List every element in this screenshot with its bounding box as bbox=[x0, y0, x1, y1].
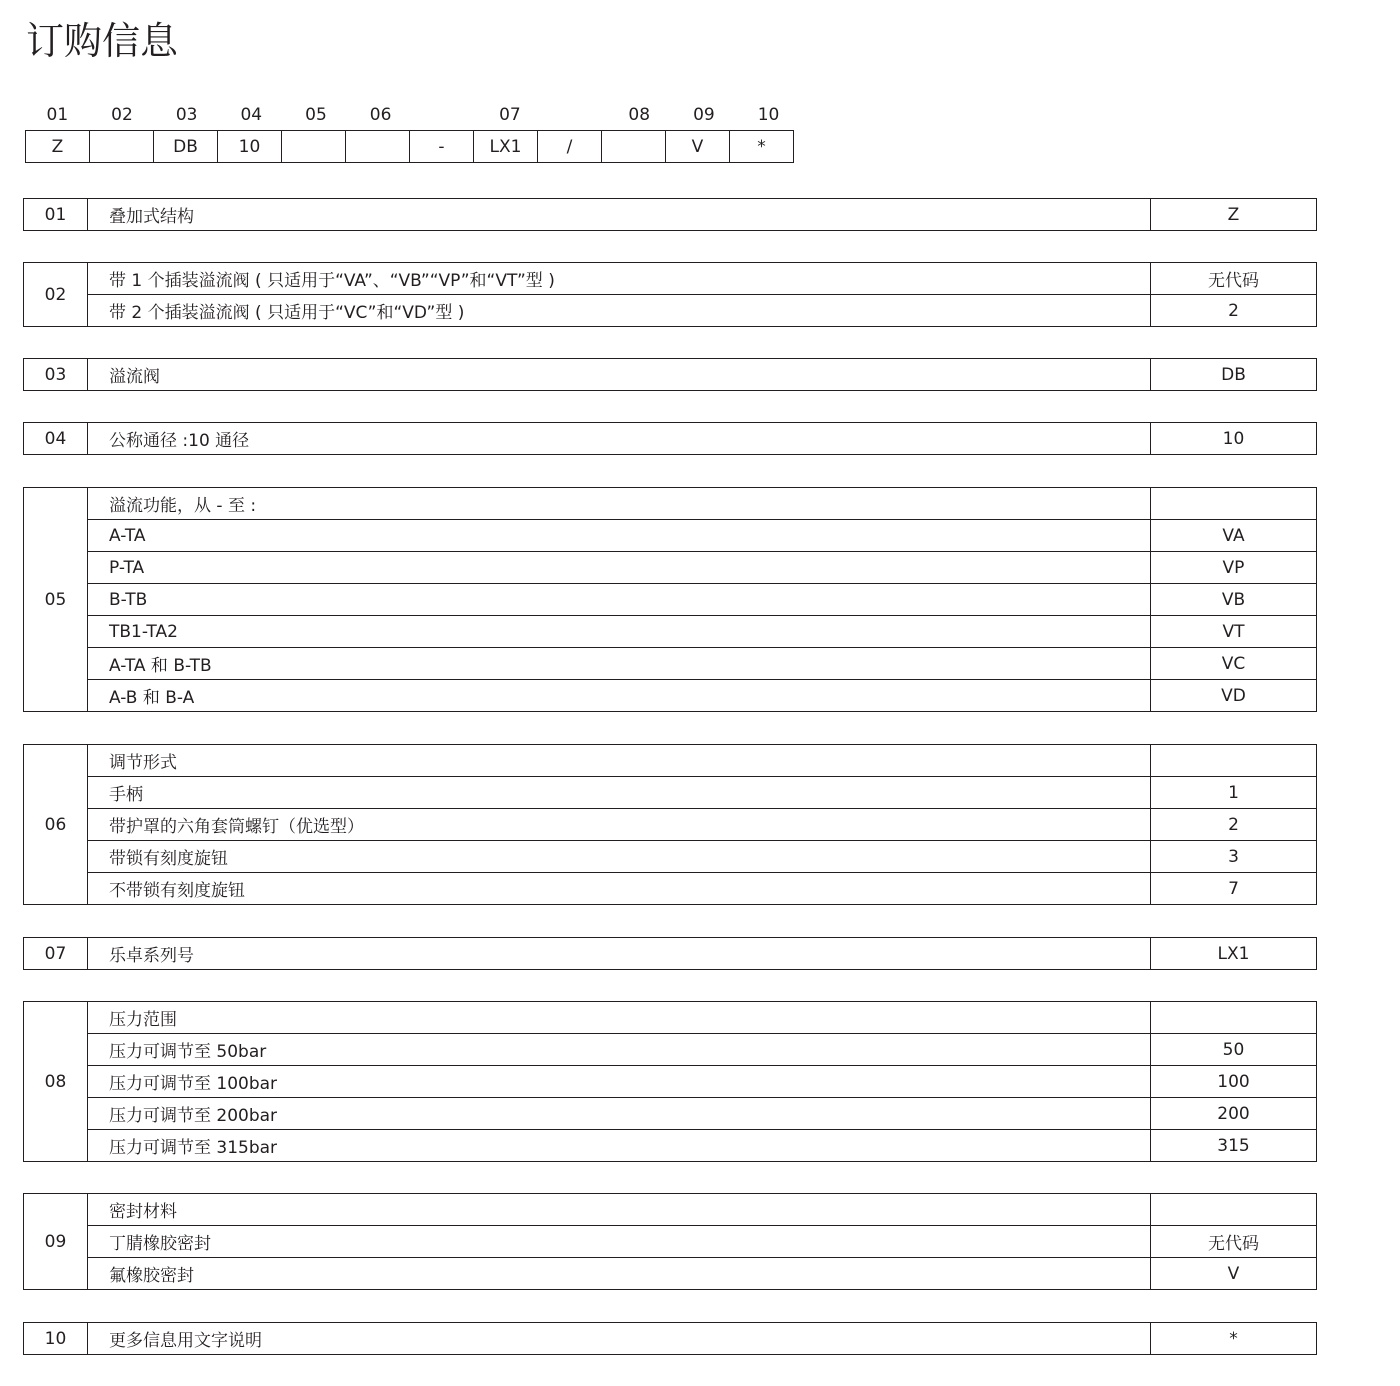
option-description: 带锁有刻度旋钮 bbox=[88, 841, 1151, 873]
table-row bbox=[24, 423, 1317, 455]
code-cell: DB bbox=[154, 131, 218, 163]
option-description: 压力可调节至 100bar bbox=[88, 1066, 1151, 1098]
option-code: VB bbox=[1151, 584, 1317, 616]
option-code bbox=[1151, 1194, 1317, 1226]
option-code: VD bbox=[1151, 680, 1317, 712]
option-description: 氟橡胶密封 bbox=[88, 1258, 1151, 1290]
position-label: 07 bbox=[499, 105, 521, 125]
option-description: 带 2 个插装溢流阀 ( 只适用于“VC”和“VD”型 ) bbox=[88, 295, 1151, 327]
section-03-table bbox=[23, 358, 1317, 391]
page-title: 订购信息 bbox=[26, 19, 179, 63]
option-description: A-TA 和 B-TB bbox=[88, 648, 1151, 680]
option-code: 10 bbox=[1151, 423, 1317, 455]
option-code: 200 bbox=[1151, 1098, 1317, 1130]
section-06-table bbox=[23, 744, 1317, 905]
order-code-row bbox=[26, 131, 794, 163]
table-row bbox=[24, 745, 1317, 777]
option-description: 调节形式 bbox=[88, 745, 1151, 777]
section-number: 06 bbox=[24, 745, 88, 905]
section-number: 08 bbox=[24, 1002, 88, 1162]
option-code: 3 bbox=[1151, 841, 1317, 873]
table-row bbox=[24, 680, 1317, 712]
code-cell bbox=[346, 131, 410, 163]
code-cell: Z bbox=[26, 131, 90, 163]
option-code: 2 bbox=[1151, 295, 1317, 327]
option-code: 无代码 bbox=[1151, 263, 1317, 295]
option-description: TB1-TA2 bbox=[88, 616, 1151, 648]
order-code-table bbox=[25, 130, 794, 163]
table-row bbox=[24, 616, 1317, 648]
table-row bbox=[24, 1258, 1317, 1290]
code-cell bbox=[282, 131, 346, 163]
table-row bbox=[24, 584, 1317, 616]
code-cell: - bbox=[410, 131, 474, 163]
section-07-table bbox=[23, 937, 1317, 970]
option-code: VT bbox=[1151, 616, 1317, 648]
option-description: 带护罩的六角套筒螺钉（优选型） bbox=[88, 809, 1151, 841]
option-code: 2 bbox=[1151, 809, 1317, 841]
option-description: 压力可调节至 315bar bbox=[88, 1130, 1151, 1162]
option-description: 溢流阀 bbox=[88, 359, 1151, 391]
option-description: 丁腈橡胶密封 bbox=[88, 1226, 1151, 1258]
table-row bbox=[24, 1194, 1317, 1226]
table-row bbox=[24, 199, 1317, 231]
code-cell: / bbox=[538, 131, 602, 163]
section-number: 02 bbox=[24, 263, 88, 327]
position-label: 05 bbox=[305, 105, 327, 125]
section-number: 01 bbox=[24, 199, 88, 231]
table-row bbox=[24, 1098, 1317, 1130]
option-code: * bbox=[1151, 1323, 1317, 1355]
option-code: DB bbox=[1151, 359, 1317, 391]
code-cell: * bbox=[730, 131, 794, 163]
code-cell: 10 bbox=[218, 131, 282, 163]
option-description: 手柄 bbox=[88, 777, 1151, 809]
table-row bbox=[24, 488, 1317, 520]
option-code: 315 bbox=[1151, 1130, 1317, 1162]
section-number: 04 bbox=[24, 423, 88, 455]
option-description: 溢流功能，从 - 至 : bbox=[88, 488, 1151, 520]
section-05-table bbox=[23, 487, 1317, 712]
option-description: A-B 和 B-A bbox=[88, 680, 1151, 712]
table-row bbox=[24, 938, 1317, 970]
table-row bbox=[24, 552, 1317, 584]
section-09-table bbox=[23, 1193, 1317, 1290]
option-description: P-TA bbox=[88, 552, 1151, 584]
section-number: 09 bbox=[24, 1194, 88, 1290]
section-08-table bbox=[23, 1001, 1317, 1162]
position-label bbox=[542, 102, 607, 128]
table-row bbox=[24, 520, 1317, 552]
code-cell bbox=[602, 131, 666, 163]
option-description: 更多信息用文字说明 bbox=[88, 1323, 1151, 1355]
option-code: VP bbox=[1151, 552, 1317, 584]
option-description: 压力可调节至 50bar bbox=[88, 1034, 1151, 1066]
option-description: 叠加式结构 bbox=[88, 199, 1151, 231]
table-row bbox=[24, 1226, 1317, 1258]
section-04-table bbox=[23, 422, 1317, 455]
option-description: 密封材料 bbox=[88, 1194, 1151, 1226]
option-code: 100 bbox=[1151, 1066, 1317, 1098]
position-label: 04 bbox=[240, 105, 263, 125]
order-code-position-labels bbox=[25, 102, 801, 128]
option-code: Z bbox=[1151, 199, 1317, 231]
option-code bbox=[1151, 745, 1317, 777]
table-row bbox=[24, 777, 1317, 809]
option-description: A-TA bbox=[88, 520, 1151, 552]
table-row bbox=[24, 1130, 1317, 1162]
table-row bbox=[24, 263, 1317, 295]
option-description: 带 1 个插装溢流阀 ( 只适用于“VA”、“VB”“VP”和“VT”型 ) bbox=[88, 263, 1151, 295]
table-row bbox=[24, 295, 1317, 327]
section-01-table bbox=[23, 198, 1317, 231]
option-code: 7 bbox=[1151, 873, 1317, 905]
table-row bbox=[24, 1002, 1317, 1034]
code-cell: V bbox=[666, 131, 730, 163]
table-row bbox=[24, 809, 1317, 841]
option-code bbox=[1151, 488, 1317, 520]
table-row bbox=[24, 1034, 1317, 1066]
position-label: 09 bbox=[693, 105, 715, 125]
position-label: 02 bbox=[111, 105, 133, 125]
table-row bbox=[24, 648, 1317, 680]
option-code: 无代码 bbox=[1151, 1226, 1317, 1258]
option-description: B-TB bbox=[88, 584, 1151, 616]
option-description: 公称通径 :10 通径 bbox=[88, 423, 1151, 455]
position-label: 08 bbox=[628, 105, 651, 125]
option-description: 乐卓系列号 bbox=[88, 938, 1151, 970]
section-02-table bbox=[23, 262, 1317, 327]
option-code: 50 bbox=[1151, 1034, 1317, 1066]
option-description: 压力范围 bbox=[88, 1002, 1151, 1034]
position-label: 06 bbox=[369, 105, 392, 125]
table-row bbox=[24, 841, 1317, 873]
section-number: 03 bbox=[24, 359, 88, 391]
option-description: 不带锁有刻度旋钮 bbox=[88, 873, 1151, 905]
section-number: 10 bbox=[24, 1323, 88, 1355]
code-cell bbox=[90, 131, 154, 163]
table-row bbox=[24, 873, 1317, 905]
section-10-table bbox=[23, 1322, 1317, 1355]
position-label bbox=[413, 102, 478, 128]
position-label: 10 bbox=[757, 105, 780, 125]
option-code: LX1 bbox=[1151, 938, 1317, 970]
section-number: 05 bbox=[24, 488, 88, 712]
section-number: 07 bbox=[24, 938, 88, 970]
option-code: V bbox=[1151, 1258, 1317, 1290]
option-code: 1 bbox=[1151, 777, 1317, 809]
position-label: 01 bbox=[46, 105, 69, 125]
table-row bbox=[24, 1323, 1317, 1355]
position-label: 03 bbox=[175, 105, 198, 125]
option-description: 压力可调节至 200bar bbox=[88, 1098, 1151, 1130]
option-code: VC bbox=[1151, 648, 1317, 680]
table-row bbox=[24, 359, 1317, 391]
code-cell: LX1 bbox=[474, 131, 538, 163]
option-code bbox=[1151, 1002, 1317, 1034]
option-code: VA bbox=[1151, 520, 1317, 552]
table-row bbox=[24, 1066, 1317, 1098]
